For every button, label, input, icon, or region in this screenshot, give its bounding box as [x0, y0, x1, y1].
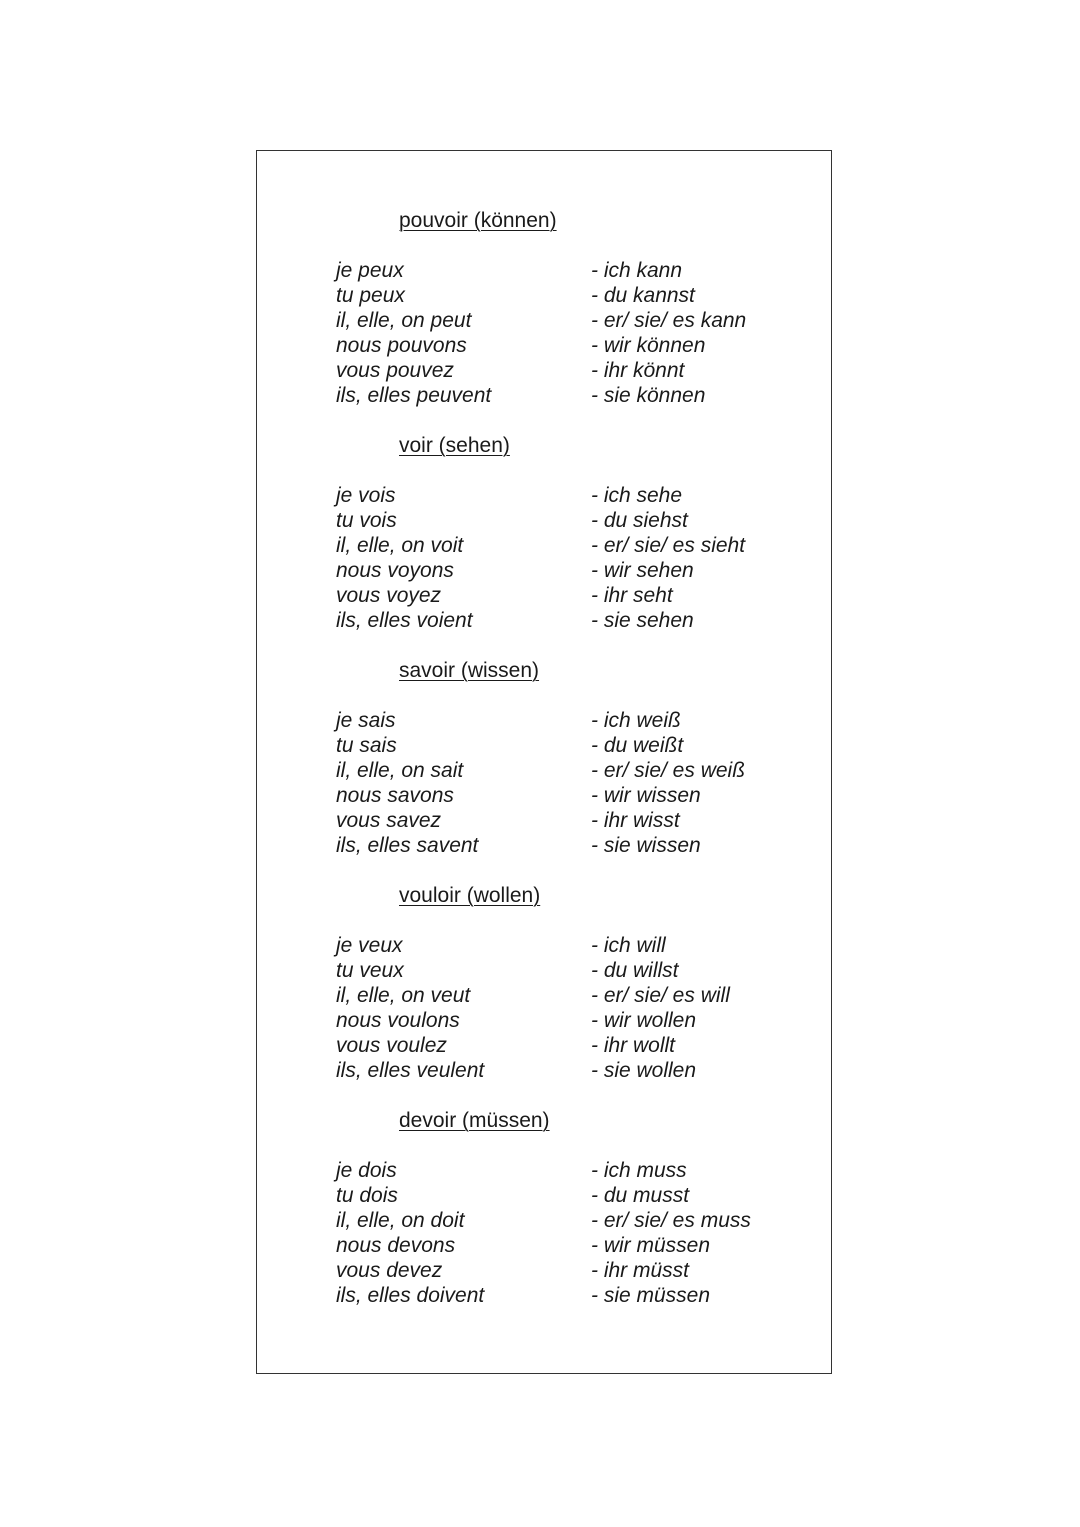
german-form: - du musst [591, 1184, 690, 1208]
french-form: je veux [336, 934, 403, 957]
french-form: vous voulez [336, 1034, 447, 1058]
german-translation-list [591, 933, 730, 1084]
document-frame [256, 150, 832, 1374]
german-form: - sie wollen [591, 1059, 697, 1083]
german-form: - sie sehen [591, 609, 694, 633]
german-form: - sie müssen [591, 1284, 711, 1308]
german-form: - ich muss [591, 1159, 687, 1182]
section-title: pouvoir (können) [399, 209, 557, 232]
french-form: nous pouvons [336, 334, 467, 358]
german-form: - ich sehe [591, 484, 683, 507]
french-form: il, elle, on peut [336, 309, 472, 333]
french-form: il, elle, on veut [336, 984, 471, 1008]
french-form: vous pouvez [336, 359, 454, 383]
section-title: voir (sehen) [399, 434, 510, 457]
french-form: vous voyez [336, 584, 442, 608]
german-translation-list [591, 1158, 751, 1309]
french-form: il, elle, on sait [336, 759, 464, 783]
german-form: - ich kann [591, 259, 683, 282]
french-form: je peux [336, 259, 404, 282]
german-translation-list [591, 708, 745, 859]
french-form: tu sais [336, 734, 397, 758]
french-form: tu veux [336, 959, 404, 983]
section-title: vouloir (wollen) [399, 884, 541, 907]
german-form: - ihr wollt [591, 1034, 676, 1058]
german-form: - ich weiß [591, 709, 681, 732]
french-form: ils, elles peuvent [336, 384, 492, 408]
german-form: - er/ sie/ es sieht [591, 534, 746, 558]
german-form: - er/ sie/ es muss [591, 1209, 751, 1233]
german-form: - du siehst [591, 509, 688, 533]
german-form: - sie wissen [591, 834, 701, 858]
french-form: il, elle, on voit [336, 534, 464, 558]
french-form: ils, elles voient [336, 609, 473, 633]
french-form: tu vois [336, 509, 397, 533]
german-form: - ich will [591, 934, 666, 957]
german-translation-list [591, 483, 745, 634]
german-form: - sie können [591, 384, 706, 408]
german-form: - ihr seht [591, 584, 673, 608]
french-form: vous devez [336, 1259, 443, 1283]
french-form: vous savez [336, 809, 442, 833]
german-form: - ihr wisst [591, 809, 680, 833]
french-conjugation-list [336, 1158, 484, 1309]
french-form: je vois [336, 484, 396, 507]
german-form: - wir wollen [591, 1009, 697, 1033]
section-title: devoir (müssen) [399, 1109, 550, 1132]
german-form: - wir können [591, 334, 706, 358]
french-form: nous devons [336, 1234, 456, 1258]
german-form: - er/ sie/ es weiß [591, 759, 746, 783]
french-form: nous voyons [336, 559, 454, 583]
french-form: tu dois [336, 1184, 398, 1208]
german-form: - du weißt [591, 734, 684, 758]
german-form: - wir müssen [591, 1234, 711, 1258]
french-conjugation-list [336, 483, 473, 634]
french-conjugation-list [336, 708, 478, 859]
german-form: - du kannst [591, 284, 695, 308]
german-form: - wir wissen [591, 784, 701, 808]
french-form: il, elle, on doit [336, 1209, 465, 1233]
french-conjugation-list [336, 258, 491, 409]
german-form: - wir sehen [591, 559, 694, 583]
french-form: ils, elles doivent [336, 1284, 485, 1308]
german-form: - du willst [591, 959, 679, 983]
french-conjugation-list [336, 933, 484, 1084]
german-form: - ihr könnt [591, 359, 685, 383]
section-title: savoir (wissen) [399, 659, 540, 682]
french-form: nous savons [336, 784, 454, 808]
german-form: - er/ sie/ es kann [591, 309, 747, 333]
french-form: je sais [336, 709, 396, 732]
german-form: - ihr müsst [591, 1259, 690, 1283]
german-translation-list [591, 258, 746, 409]
french-form: nous voulons [336, 1009, 460, 1033]
french-form: ils, elles veulent [336, 1059, 485, 1083]
german-form: - er/ sie/ es will [591, 984, 730, 1008]
french-form: tu peux [336, 284, 405, 308]
french-form: je dois [336, 1159, 397, 1182]
french-form: ils, elles savent [336, 834, 479, 858]
